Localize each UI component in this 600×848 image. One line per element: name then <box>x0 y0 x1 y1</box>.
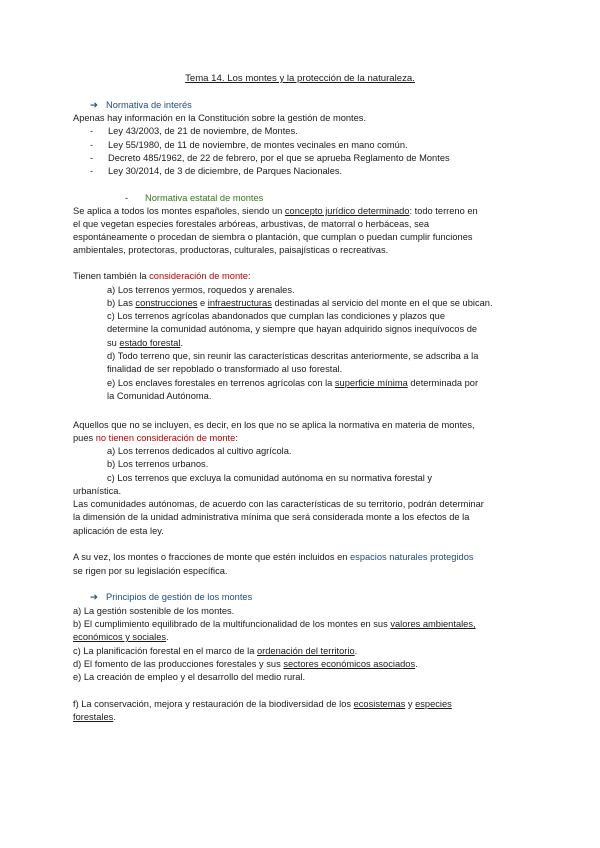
list-item: b) El cumplimiento equilibrado de la multifuncionalidad de los montes en sus valores ambientales, <box>73 619 476 629</box>
list-item: c) La planificación forestal en el marco de la ordenación del territorio. <box>73 646 358 656</box>
paragraph: Apenas hay información en la Constitución sobre la gestión de montes. <box>73 113 367 123</box>
paragraph: Tienen también la consideración de monte: <box>73 271 251 281</box>
list-item: - Ley 30/2014, de 3 de diciembre, de Parques Nacionales. <box>90 166 343 176</box>
list-item: f) La conservación, mejora y restauración de la biodiversidad de los ecosistemas y especies <box>73 699 452 709</box>
list-item: - Ley 43/2003, de 21 de noviembre, de Montes. <box>90 126 298 136</box>
arrow-icon: ➔ <box>90 100 98 110</box>
paragraph-line: aplicación de esta ley. <box>73 526 164 536</box>
list-item: c) Los terrenos que excluya la comunidad autónoma en su normativa forestal y <box>107 473 433 483</box>
list-item: a) Los terrenos dedicados al cultivo agrícola. <box>107 446 292 456</box>
paragraph-line: se rigen por su legislación específica. <box>73 566 228 576</box>
list-item: d) El fomento de las producciones forestales y sus sectores económicos asociados. <box>73 659 418 669</box>
list-item-cont: su estado forestal. <box>107 338 183 348</box>
paragraph-line: ambientales, protectoras, productoras, culturales, paisajísticas o recreativas. <box>73 245 389 255</box>
list-item-cont: finalidad de ser repoblado o transformado al uso forestal. <box>107 364 343 374</box>
section-heading-normativa-interes: ➔ Normativa de interés <box>90 100 192 110</box>
list-item: b) Los terrenos urbanos. <box>107 459 209 469</box>
document-title: Tema 14. Los montes y la protección de la naturaleza. <box>185 73 415 84</box>
paragraph-line: el que vegetan especies forestales arbóreas, arbustivas, de matorral o herbáceas, sea <box>73 219 430 229</box>
list-item-cont: determine la comunidad autónoma, y siempre que hayan adquirido signos inequívocos de <box>107 324 478 334</box>
section-heading-principios: ➔ Principios de gestión de los montes <box>90 592 253 602</box>
list-item-cont: económicos y sociales. <box>73 632 169 642</box>
list-item: a) La gestión sostenible de los montes. <box>73 606 235 616</box>
paragraph: Las comunidades autónomas, de acuerdo con las características de su territorio, podrán determinar <box>73 499 484 509</box>
list-item: e) Los enclaves forestales en terrenos agrícolas con la superficie mínima determinada por <box>107 378 479 388</box>
section-heading-normativa-estatal: - Normativa estatal de montes <box>125 193 264 203</box>
arrow-icon: ➔ <box>90 592 98 602</box>
list-item-cont: forestales. <box>73 712 116 722</box>
list-item: - Decreto 485/1962, de 22 de febrero, por el que se aprueba Reglamento de Montes <box>90 153 450 163</box>
paragraph: A su vez, los montes o fracciones de monte que estén incluidos en espacios naturales protegidos <box>73 552 474 562</box>
list-item: a) Los terrenos yermos, roquedos y arenales. <box>107 285 295 295</box>
list-item: e) La creación de empleo y el desarrollo del medio rural. <box>73 672 306 682</box>
list-item-cont: la Comunidad Autónoma. <box>107 391 212 401</box>
list-item: b) Las construcciones e infraestructuras destinadas al servicio del monte en el que se ubican. <box>107 298 493 308</box>
paragraph: Se aplica a todos los montes españoles, siendo un concepto jurídico determinado: todo terreno en <box>73 206 478 216</box>
list-item-cont: urbanística. <box>73 486 122 496</box>
list-item: d) Todo terreno que, sin reunir las características descritas anteriormente, se adscriba a la <box>107 351 479 361</box>
list-item: c) Los terrenos agrícolas abandonados que cumplan las condiciones y plazos que <box>107 311 445 321</box>
list-item: - Ley 55/1980, de 11 de noviembre, de montes vecinales en mano común. <box>90 140 408 150</box>
paragraph: Aquellos que no se incluyen, es decir, en los que no se aplica la normativa en materia de montes, <box>73 420 475 430</box>
paragraph-line: espontáneamente o procedan de siembra o plantación, que cumplan o puedan cumplir funciones <box>73 232 473 242</box>
paragraph-line: la dimensión de la unidad administrativa mínima que será considerada monte a los efectos de la <box>73 512 470 522</box>
paragraph-line: pues no tienen consideración de monte: <box>73 433 238 443</box>
